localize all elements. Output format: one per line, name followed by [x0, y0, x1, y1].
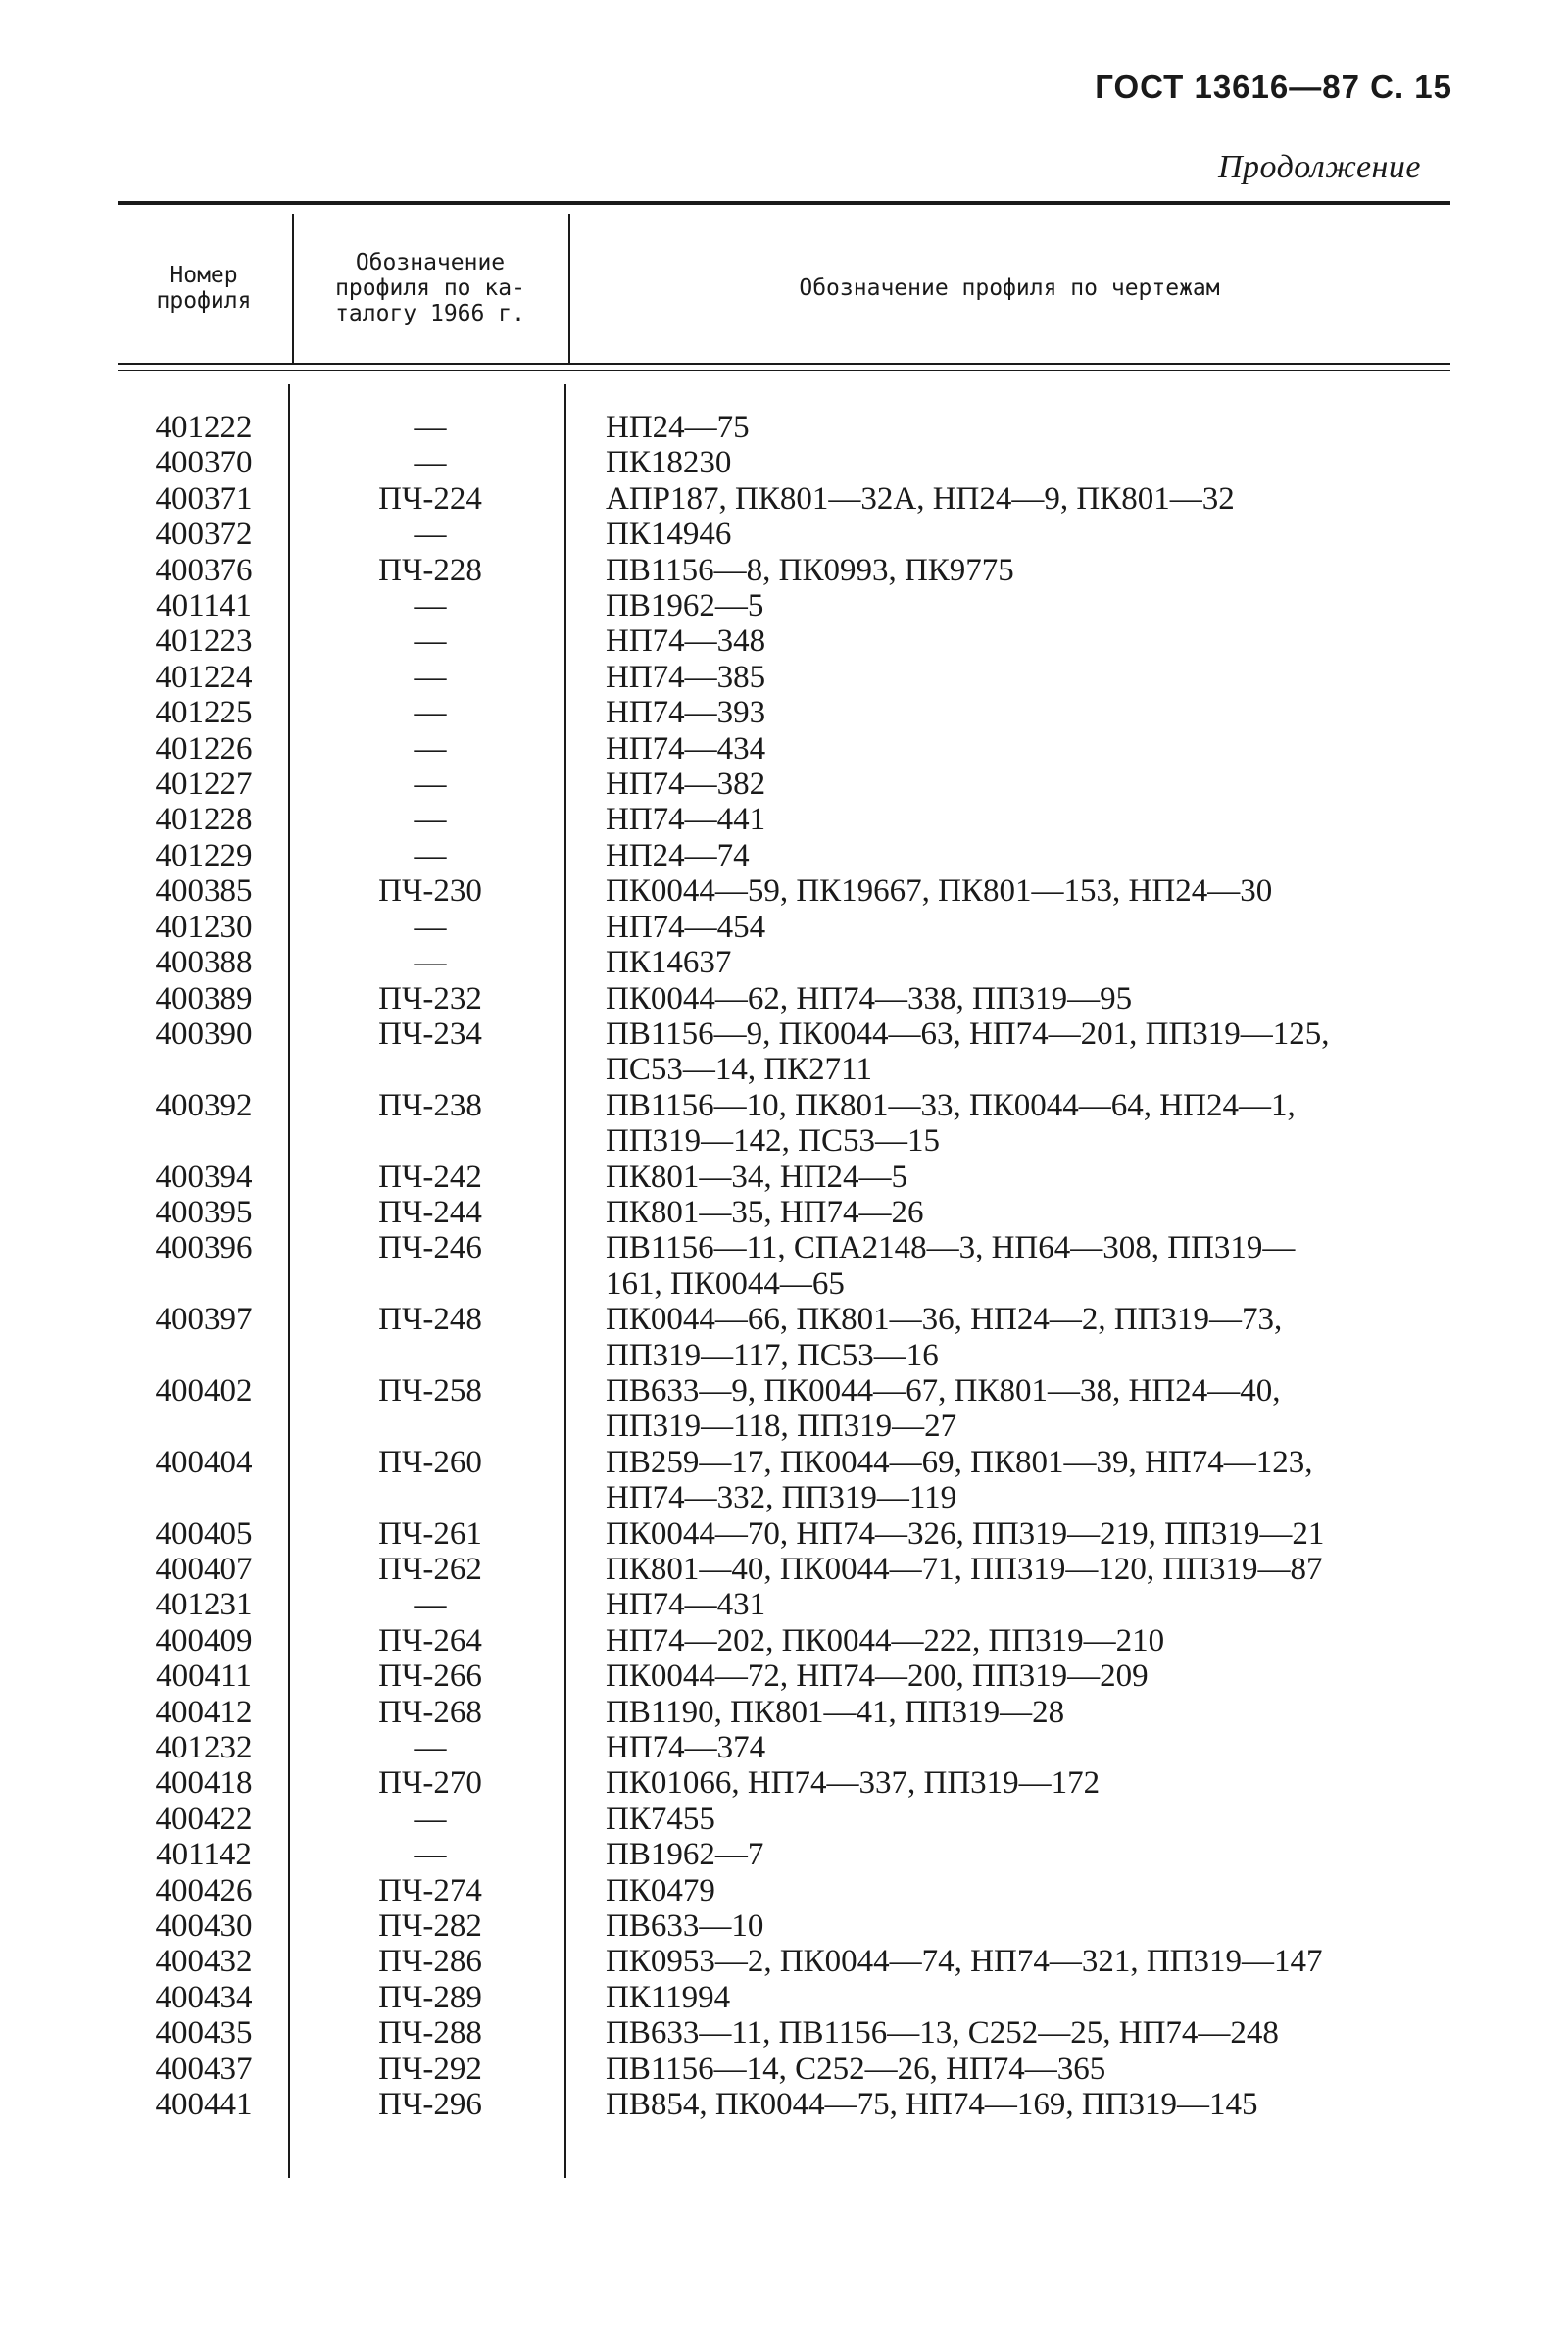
profile-number: 401225 [155, 695, 253, 731]
profile-number: 400422 [155, 1801, 253, 1837]
drawing-line: ПК801—34, НП24—5 [606, 1159, 908, 1195]
drawing-line: НП74—454 [606, 909, 766, 945]
catalog-designation: — [414, 1801, 447, 1837]
catalog-designation: ПЧ-244 [378, 1194, 482, 1230]
profile-number: 400409 [155, 1622, 253, 1658]
table-row [118, 1837, 1450, 1872]
catalog-designation: ПЧ-238 [378, 1087, 482, 1123]
drawing-designations [570, 1160, 1445, 1195]
table-row [118, 1658, 1450, 1694]
catalog-designation: ПЧ-282 [378, 1908, 482, 1945]
drawing-line: ПП319—117, ПС53—16 [606, 1337, 939, 1373]
profile-number: 401223 [155, 623, 253, 660]
catalog-designation: — [414, 410, 447, 445]
profile-number: 400397 [155, 1302, 253, 1338]
drawing-line: ПП319—142, ПС53—15 [606, 1123, 941, 1160]
table-row [118, 623, 1450, 659]
drawing-designations [570, 873, 1445, 909]
profile-number: 401222 [155, 410, 253, 445]
drawing-line: ПК0479 [606, 1872, 715, 1908]
drawing-line: ПК0044—62, НП74—338, ПП319—95 [606, 980, 1133, 1016]
drawing-line: ПВ854, ПК0044—75, НП74—169, ПП319—145 [606, 2087, 1258, 2123]
drawing-designations [570, 1873, 1445, 1908]
continuation-label: Продолжение [1217, 149, 1421, 185]
profile-number: 400430 [155, 1908, 253, 1945]
catalog-designation: ПЧ-232 [378, 980, 482, 1016]
drawing-designations [570, 410, 1445, 445]
profile-number: 401227 [155, 767, 253, 803]
table-row [118, 445, 1450, 480]
drawing-designations [570, 1516, 1445, 1552]
catalog-designation: ПЧ-274 [378, 1872, 482, 1908]
catalog-designation: ПЧ-230 [378, 873, 482, 910]
table-row [118, 1587, 1450, 1622]
catalog-designation: — [414, 1730, 447, 1766]
profile-number: 400402 [155, 1372, 253, 1409]
profile-number: 400412 [155, 1694, 253, 1730]
table-row [118, 945, 1450, 980]
drawing-designations [570, 802, 1445, 837]
column-header-number: Номер профиля [156, 263, 252, 314]
drawing-line: ПВ1156—14, С252—26, НП74—365 [606, 2051, 1106, 2087]
drawing-line: НП74—441 [606, 802, 766, 838]
drawing-designations [570, 945, 1445, 980]
table-row [118, 410, 1450, 445]
drawing-designations [570, 2087, 1445, 2122]
table-row [118, 873, 1450, 909]
header-bottom-rule [118, 363, 1450, 365]
table-row [118, 660, 1450, 695]
drawing-designations [570, 1587, 1445, 1622]
profile-number: 400405 [155, 1515, 253, 1552]
drawing-designations [570, 445, 1445, 480]
drawing-designations [570, 1802, 1445, 1837]
drawing-line: ПВ1156—8, ПК0993, ПК9775 [606, 552, 1014, 588]
profile-number: 400396 [155, 1230, 253, 1266]
table-row [118, 731, 1450, 767]
drawing-designations [570, 1944, 1445, 1979]
profile-number: 400407 [155, 1552, 253, 1587]
catalog-designation: ПЧ-258 [378, 1372, 482, 1409]
table-row [118, 1302, 1450, 1373]
catalog-designation: ПЧ-286 [378, 1944, 482, 1980]
drawing-line: ПВ1156—11, СПА2148—3, НП64—308, ПП319— [606, 1230, 1296, 1266]
drawing-designations [570, 517, 1445, 552]
drawing-designations [570, 981, 1445, 1016]
table-body [118, 410, 1450, 2123]
table-row [118, 1765, 1450, 1801]
profile-number: 400437 [155, 2051, 253, 2087]
profile-number: 400418 [155, 1765, 253, 1802]
drawing-line: НП24—75 [606, 410, 750, 445]
drawing-line: ПВ633—10 [606, 1908, 764, 1945]
profile-number: 401232 [155, 1730, 253, 1766]
table-row [118, 2052, 1450, 2087]
table-row [118, 1980, 1450, 2015]
drawing-designations [570, 1445, 1445, 1516]
table-row [118, 1802, 1450, 1837]
catalog-designation: — [414, 588, 447, 624]
profile-number: 401229 [155, 837, 253, 873]
profile-number: 400411 [156, 1658, 252, 1695]
catalog-designation: ПЧ-224 [378, 480, 482, 517]
table-row [118, 802, 1450, 837]
catalog-designation: ПЧ-289 [378, 1979, 482, 2015]
table-row [118, 2087, 1450, 2122]
catalog-designation: ПЧ-260 [378, 1444, 482, 1480]
drawing-designations [570, 2015, 1445, 2051]
table-row [118, 517, 1450, 552]
table-row [118, 695, 1450, 730]
drawing-designations [570, 623, 1445, 659]
catalog-designation: — [414, 623, 447, 660]
drawing-line: ПК7455 [606, 1801, 715, 1837]
drawing-line: 161, ПК0044—65 [606, 1265, 845, 1302]
drawing-line: ПК14637 [606, 945, 732, 981]
drawing-line: НП74—393 [606, 695, 766, 731]
drawing-designations [570, 910, 1445, 945]
table-row [118, 1944, 1450, 1979]
drawing-line: ПК0953—2, ПК0044—74, НП74—321, ПП319—147 [606, 1944, 1323, 1980]
drawing-line: ПК801—35, НП74—26 [606, 1194, 924, 1230]
drawing-line: ПК0044—59, ПК19667, ПК801—153, НП24—30 [606, 873, 1273, 910]
profile-number: 400395 [155, 1194, 253, 1230]
table-row [118, 981, 1450, 1016]
catalog-designation: ПЧ-228 [378, 552, 482, 588]
profile-number: 400376 [155, 552, 253, 588]
profile-number: 401224 [155, 659, 253, 695]
catalog-designation: ПЧ-296 [378, 2087, 482, 2123]
table-row [118, 1088, 1450, 1160]
drawing-designations [570, 838, 1445, 873]
table-row [118, 1695, 1450, 1730]
profile-number: 400388 [155, 945, 253, 981]
drawing-line: ПВ1156—10, ПК801—33, ПК0044—64, НП24—1, [606, 1087, 1296, 1123]
drawing-line: НП74—431 [606, 1587, 766, 1623]
drawing-designations [570, 1908, 1445, 1944]
catalog-designation: ПЧ-266 [378, 1658, 482, 1695]
catalog-designation: — [414, 445, 447, 481]
page-header: ГОСТ 13616—87 С. 15 [1095, 69, 1452, 105]
catalog-designation: — [414, 1587, 447, 1623]
catalog-designation: ПЧ-268 [378, 1694, 482, 1730]
drawing-designations [570, 767, 1445, 802]
profile-number: 400390 [155, 1015, 253, 1052]
catalog-designation: — [414, 909, 447, 945]
drawing-line: ПВ633—9, ПК0044—67, ПК801—38, НП24—40, [606, 1372, 1281, 1409]
catalog-designation: — [414, 1837, 447, 1873]
profile-number: 401142 [156, 1837, 252, 1873]
drawing-line: ПВ1190, ПК801—41, ПП319—28 [606, 1694, 1065, 1730]
profile-number: 400370 [155, 445, 253, 481]
drawing-line: НП74—202, ПК0044—222, ПП319—210 [606, 1622, 1165, 1658]
drawing-line: ПК14946 [606, 517, 732, 553]
table-row [118, 1445, 1450, 1516]
drawing-designations [570, 1765, 1445, 1801]
catalog-designation: ПЧ-262 [378, 1552, 482, 1587]
table-row [118, 1373, 1450, 1445]
drawing-line: ПВ633—11, ПВ1156—13, С252—25, НП74—248 [606, 2015, 1279, 2052]
profile-number: 400394 [155, 1159, 253, 1195]
drawing-line: ПВ1962—5 [606, 588, 764, 624]
catalog-designation: — [414, 945, 447, 981]
table-row [118, 1552, 1450, 1587]
table-row [118, 767, 1450, 802]
catalog-designation: — [414, 695, 447, 731]
profile-number: 401228 [155, 802, 253, 838]
drawing-designations [570, 695, 1445, 730]
column-header-catalog: Обозначение профиля по ка- талогу 1966 г. [335, 250, 525, 326]
catalog-designation: ПЧ-264 [378, 1622, 482, 1658]
catalog-designation: ПЧ-246 [378, 1230, 482, 1266]
drawing-line: ПП319—118, ПП319—27 [606, 1409, 957, 1445]
drawing-line: ПК01066, НП74—337, ПП319—172 [606, 1765, 1101, 1802]
table-row [118, 588, 1450, 623]
drawing-line: ПС53—14, ПК2711 [606, 1052, 872, 1088]
profile-number: 400392 [155, 1087, 253, 1123]
profile-number: 400385 [155, 873, 253, 910]
drawing-designations [570, 553, 1445, 588]
drawing-line: ПК0044—72, НП74—200, ПП319—209 [606, 1658, 1149, 1695]
table-row [118, 838, 1450, 873]
header-bottom-rule-2 [118, 370, 1450, 371]
drawing-line: НП74—348 [606, 623, 766, 660]
catalog-designation: — [414, 659, 447, 695]
catalog-designation: ПЧ-248 [378, 1302, 482, 1338]
drawing-line: НП74—382 [606, 767, 766, 803]
drawing-designations [570, 731, 1445, 767]
catalog-designation: ПЧ-292 [378, 2051, 482, 2087]
profile-number: 400435 [155, 2015, 253, 2052]
catalog-designation: — [414, 730, 447, 767]
table-row [118, 1230, 1450, 1302]
table-row [118, 1908, 1450, 1944]
drawing-designations [570, 1016, 1445, 1088]
catalog-designation: — [414, 837, 447, 873]
drawing-designations [570, 1658, 1445, 1694]
table-row [118, 1516, 1450, 1552]
drawing-designations [570, 481, 1445, 517]
profile-number: 401141 [156, 588, 252, 624]
table-row [118, 1623, 1450, 1658]
drawing-line: ПВ1962—7 [606, 1837, 764, 1873]
drawing-designations [570, 1623, 1445, 1658]
drawing-line: ПК0044—70, НП74—326, ПП319—219, ПП319—21 [606, 1515, 1325, 1552]
profile-number: 400404 [155, 1444, 253, 1480]
column-header-drawings: Обозначение профиля по чертежам [799, 275, 1220, 301]
drawing-designations [570, 1373, 1445, 1445]
profile-number: 401226 [155, 730, 253, 767]
drawing-line: АПР187, ПК801—32А, НП24—9, ПК801—32 [606, 480, 1235, 517]
catalog-designation: — [414, 767, 447, 803]
catalog-designation: ПЧ-234 [378, 1015, 482, 1052]
table-row [118, 2015, 1450, 2051]
drawing-line: НП74—385 [606, 659, 766, 695]
table-row [118, 1195, 1450, 1230]
table-row [118, 481, 1450, 517]
table-row [118, 1873, 1450, 1908]
drawing-designations [570, 1302, 1445, 1373]
profile-number: 400441 [155, 2087, 253, 2123]
catalog-designation: ПЧ-242 [378, 1159, 482, 1195]
profile-number: 400426 [155, 1872, 253, 1908]
table-row [118, 1160, 1450, 1195]
drawing-line: ПВ1156—9, ПК0044—63, НП74—201, ПП319—125, [606, 1015, 1330, 1052]
profile-number: 400372 [155, 517, 253, 553]
drawing-designations [570, 660, 1445, 695]
catalog-designation: — [414, 517, 447, 553]
drawing-designations [570, 1837, 1445, 1872]
table-row [118, 1730, 1450, 1765]
drawing-designations [570, 1230, 1445, 1302]
table-top-rule [118, 201, 1450, 205]
drawing-designations [570, 1088, 1445, 1160]
table-row [118, 910, 1450, 945]
drawing-line: НП74—374 [606, 1730, 766, 1766]
profile-number: 401230 [155, 909, 253, 945]
drawing-line: ПК18230 [606, 445, 732, 481]
catalog-designation: ПЧ-261 [378, 1515, 482, 1552]
table-row [118, 1016, 1450, 1088]
drawing-line: НП74—332, ПП319—119 [606, 1480, 957, 1516]
drawing-designations [570, 2052, 1445, 2087]
catalog-designation: ПЧ-270 [378, 1765, 482, 1802]
profile-number: 401231 [155, 1587, 253, 1623]
drawing-designations [570, 588, 1445, 623]
profile-number: 400389 [155, 980, 253, 1016]
drawing-line: ПК0044—66, ПК801—36, НП24—2, ПП319—73, [606, 1302, 1283, 1338]
drawing-designations [570, 1980, 1445, 2015]
profile-number: 400434 [155, 1979, 253, 2015]
drawing-designations [570, 1195, 1445, 1230]
drawing-line: ПК801—40, ПК0044—71, ПП319—120, ПП319—87 [606, 1552, 1323, 1587]
table-row [118, 553, 1450, 588]
profile-number: 400432 [155, 1944, 253, 1980]
drawing-line: НП24—74 [606, 837, 750, 873]
drawing-designations [570, 1552, 1445, 1587]
drawing-line: НП74—434 [606, 730, 766, 767]
drawing-line: ПК11994 [606, 1979, 731, 2015]
profile-number: 400371 [155, 480, 253, 517]
catalog-designation: — [414, 802, 447, 838]
drawing-designations [570, 1730, 1445, 1765]
drawing-designations [570, 1695, 1445, 1730]
drawing-line: ПВ259—17, ПК0044—69, ПК801—39, НП74—123, [606, 1444, 1313, 1480]
catalog-designation: ПЧ-288 [378, 2015, 482, 2052]
